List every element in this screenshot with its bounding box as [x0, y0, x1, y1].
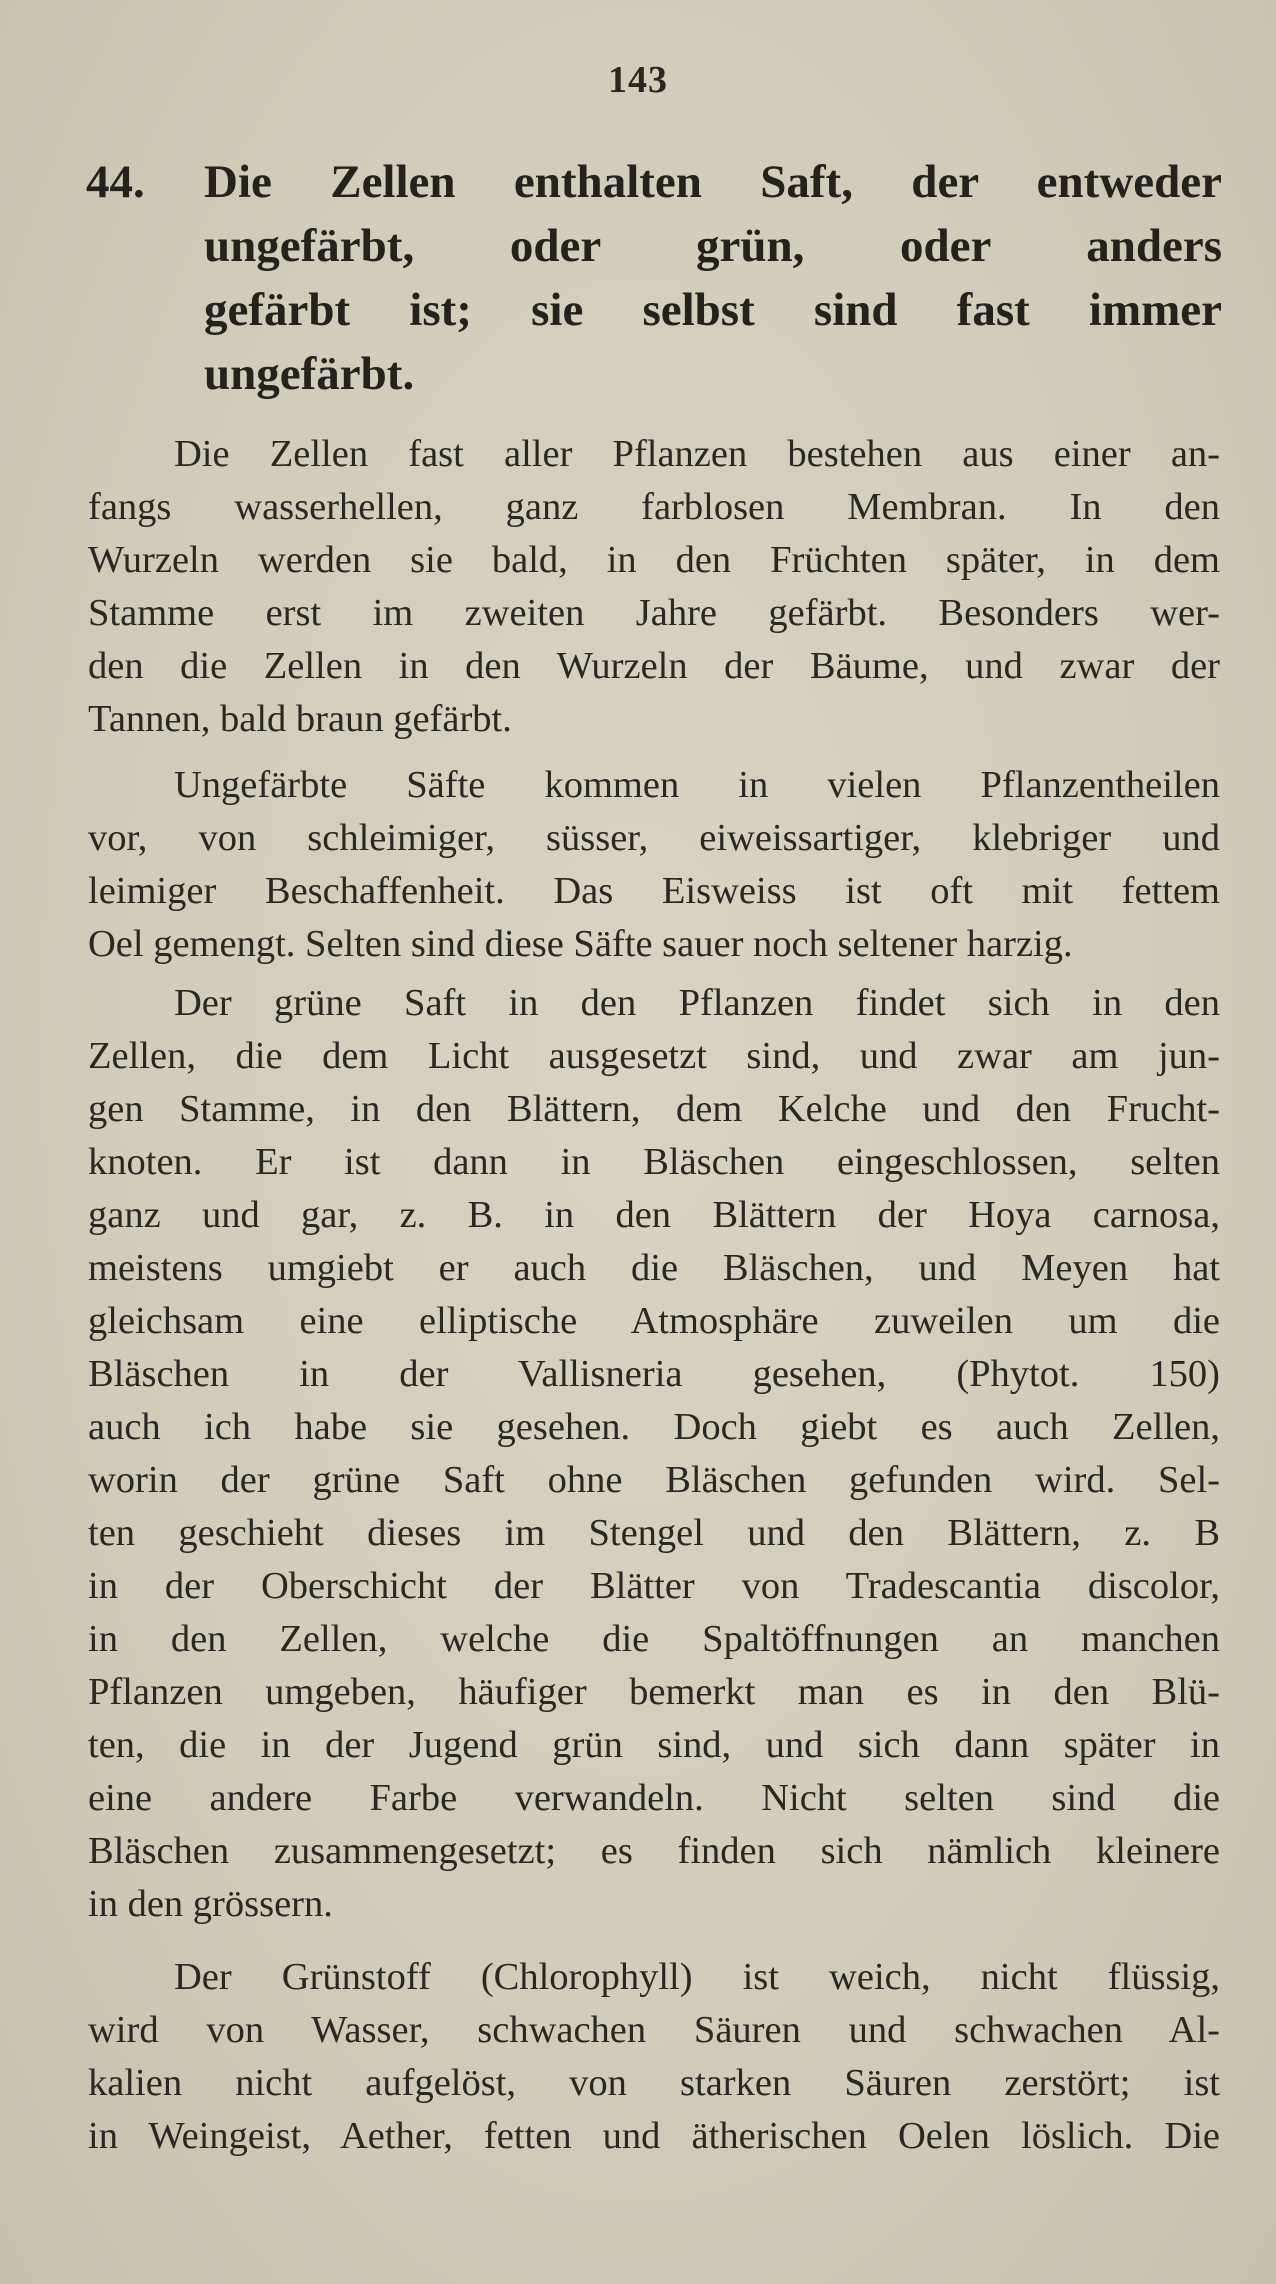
text-line: fangs wasserhellen, ganz farblosen Membran. In den: [88, 486, 1220, 528]
text-line: den die Zellen in den Wurzeln der Bäume, und zwar der: [88, 645, 1220, 687]
text-line: Bläschen in der Vallisneria gesehen, (Phytot. 150): [88, 1353, 1220, 1395]
text-line: worin der grüne Saft ohne Bläschen gefunden wird. Sel-: [88, 1459, 1220, 1501]
text-line: ten, die in der Jugend grün sind, und sich dann später in: [88, 1724, 1220, 1766]
heading-line: ungefärbt, oder grün, oder anders: [204, 220, 1222, 272]
section-number: 44.: [86, 156, 145, 208]
text-line: ten geschieht dieses im Stengel und den Blättern, z. B: [88, 1512, 1220, 1554]
text-line: in den grössern.: [88, 1883, 333, 1925]
text-line: eine andere Farbe verwandeln. Nicht selten sind die: [88, 1777, 1220, 1819]
text-line: ganz und gar, z. B. in den Blättern der Hoya carnosa,: [88, 1194, 1220, 1236]
text-line: Der grüne Saft in den Pflanzen findet sich in den: [174, 982, 1220, 1024]
paragraph-3: [88, 977, 1220, 1931]
text-line: Oel gemengt. Selten sind diese Säfte sauer noch seltener harzig.: [88, 923, 1073, 965]
text-line: gen Stamme, in den Blättern, dem Kelche und den Frucht-: [88, 1088, 1220, 1130]
text-line: auch ich habe sie gesehen. Doch giebt es auch Zellen,: [88, 1406, 1220, 1448]
text-line: gleichsam eine elliptische Atmosphäre zuweilen um die: [88, 1300, 1220, 1342]
text-line: Wurzeln werden sie bald, in den Früchten später, in dem: [88, 539, 1220, 581]
heading-line: ungefärbt.: [204, 348, 415, 400]
text-line: Zellen, die dem Licht ausgesetzt sind, und zwar am jun-: [88, 1035, 1220, 1077]
text-line: meistens umgiebt er auch die Bläschen, und Meyen hat: [88, 1247, 1220, 1289]
text-line: kalien nicht aufgelöst, von starken Säuren zerstört; ist: [88, 2062, 1220, 2104]
heading-text: [204, 150, 1222, 406]
text-line: Stamme erst im zweiten Jahre gefärbt. Besonders wer-: [88, 592, 1220, 634]
text-line: leimiger Beschaffenheit. Das Eisweiss ist oft mit fettem: [88, 870, 1220, 912]
body-text: [88, 428, 1220, 2163]
page-number: 143: [608, 59, 668, 101]
text-line: Pflanzen umgeben, häufiger bemerkt man es in den Blü-: [88, 1671, 1220, 1713]
heading-line: gefärbt ist; sie selbst sind fast immer: [204, 284, 1222, 336]
text-line: in den Zellen, welche die Spaltöffnungen an manchen: [88, 1618, 1220, 1660]
text-line: vor, von schleimiger, süsser, eiweissartiger, klebriger und: [88, 817, 1220, 859]
text-line: in der Oberschicht der Blätter von Tradescantia discolor,: [88, 1565, 1220, 1607]
text-line: Tannen, bald braun gefärbt.: [88, 698, 512, 740]
text-line: Der Grünstoff (Chlorophyll) ist weich, nicht flüssig,: [174, 1956, 1220, 1998]
paragraph-4: [88, 1951, 1220, 2163]
paragraph-1: [88, 428, 1220, 746]
text-line: Bläschen zusammengesetzt; es finden sich nämlich kleinere: [88, 1830, 1220, 1872]
heading-line: Die Zellen enthalten Saft, der entweder: [204, 156, 1222, 208]
text-line: Ungefärbte Säfte kommen in vielen Pflanzentheilen: [174, 764, 1220, 806]
text-line: Die Zellen fast aller Pflanzen bestehen aus einer an-: [174, 433, 1220, 475]
text-line: wird von Wasser, schwachen Säuren und schwachen Al-: [88, 2009, 1220, 2051]
paragraph-2: [88, 759, 1220, 971]
text-line: in Weingeist, Aether, fetten und ätherischen Oelen löslich. Die: [88, 2115, 1220, 2157]
text-line: knoten. Er ist dann in Bläschen eingeschlossen, selten: [88, 1141, 1220, 1183]
